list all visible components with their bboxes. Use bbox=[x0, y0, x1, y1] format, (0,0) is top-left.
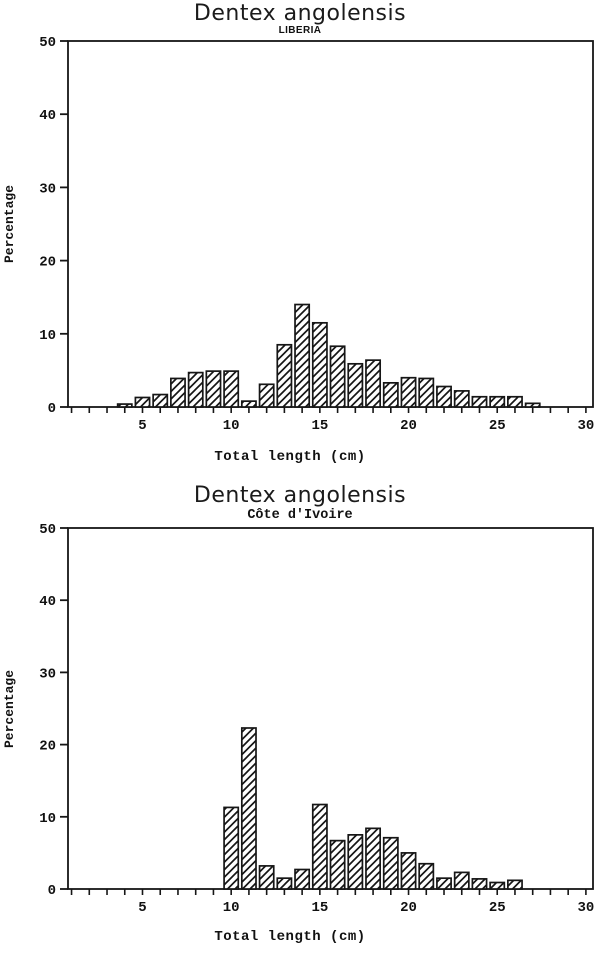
bar bbox=[455, 391, 469, 407]
x-tick-label: 5 bbox=[138, 900, 147, 916]
bar bbox=[295, 870, 309, 889]
bar bbox=[206, 371, 220, 407]
y-tick-label: 0 bbox=[47, 883, 56, 899]
y-tick-label: 0 bbox=[47, 401, 56, 417]
bar bbox=[260, 866, 274, 889]
bar bbox=[472, 397, 486, 407]
bar bbox=[437, 387, 451, 407]
bar bbox=[277, 878, 291, 889]
x-tick-label: 20 bbox=[400, 418, 417, 434]
y-axis-label: Percentage bbox=[2, 185, 17, 264]
bar bbox=[437, 878, 451, 889]
y-tick-label: 30 bbox=[39, 181, 56, 198]
x-tick-label: 15 bbox=[311, 418, 329, 434]
y-tick-label: 40 bbox=[39, 594, 56, 611]
bar bbox=[313, 323, 327, 407]
bar bbox=[242, 401, 256, 407]
x-tick-label: 5 bbox=[138, 418, 147, 434]
bar bbox=[384, 383, 398, 407]
x-axis-label: Total length (cm) bbox=[214, 449, 366, 465]
x-tick-label: 10 bbox=[222, 418, 240, 434]
x-tick-label: 25 bbox=[488, 418, 506, 434]
y-tick-label: 50 bbox=[39, 35, 56, 51]
bar bbox=[455, 872, 469, 889]
bar bbox=[295, 305, 309, 407]
y-tick-label: 40 bbox=[39, 108, 56, 125]
bar bbox=[348, 364, 362, 407]
bar bbox=[331, 346, 345, 407]
x-tick-label: 25 bbox=[488, 900, 506, 916]
bar bbox=[277, 345, 291, 407]
x-tick-label: 30 bbox=[577, 900, 595, 916]
y-tick-label: 10 bbox=[39, 810, 56, 827]
bar bbox=[260, 384, 274, 407]
chart-subtitle: Côte d'Ivoire bbox=[247, 508, 353, 523]
bar bbox=[472, 879, 486, 889]
cote-divoire-plot-svg bbox=[0, 479, 600, 959]
bar bbox=[384, 838, 398, 889]
bar bbox=[171, 378, 185, 407]
x-tick-label: 15 bbox=[311, 900, 329, 916]
y-tick-label: 30 bbox=[39, 666, 56, 683]
chart-title: Dentex angolensis bbox=[193, 483, 407, 508]
bar bbox=[313, 805, 327, 889]
bar bbox=[366, 360, 380, 407]
plot-frame bbox=[68, 528, 593, 889]
bar bbox=[508, 880, 522, 889]
y-tick-label: 20 bbox=[39, 254, 56, 271]
bar bbox=[135, 397, 149, 407]
y-axis-label: Percentage bbox=[2, 670, 17, 749]
bar bbox=[490, 883, 504, 889]
bar bbox=[401, 378, 415, 407]
x-tick-label: 10 bbox=[222, 900, 240, 916]
bar bbox=[348, 835, 362, 889]
bar bbox=[331, 841, 345, 889]
chart-subtitle: LIBERIA bbox=[278, 25, 322, 36]
bar bbox=[242, 728, 256, 889]
bar bbox=[366, 828, 380, 889]
bar bbox=[490, 397, 504, 407]
bar bbox=[189, 373, 203, 407]
chart-cote-divoire bbox=[0, 479, 600, 959]
bar bbox=[526, 403, 540, 407]
x-tick-label: 30 bbox=[577, 418, 595, 434]
y-tick-label: 50 bbox=[39, 522, 56, 538]
bar bbox=[419, 378, 433, 407]
x-tick-label: 20 bbox=[400, 900, 417, 916]
x-axis-label: Total length (cm) bbox=[214, 929, 366, 945]
bar bbox=[224, 371, 238, 407]
y-tick-label: 20 bbox=[39, 738, 56, 755]
bar bbox=[224, 807, 238, 889]
bar bbox=[118, 404, 132, 407]
bar bbox=[419, 864, 433, 889]
chart-title: Dentex angolensis bbox=[193, 1, 407, 26]
bar bbox=[153, 395, 167, 407]
y-tick-label: 10 bbox=[39, 327, 56, 344]
bar bbox=[401, 853, 415, 889]
bar bbox=[508, 397, 522, 407]
